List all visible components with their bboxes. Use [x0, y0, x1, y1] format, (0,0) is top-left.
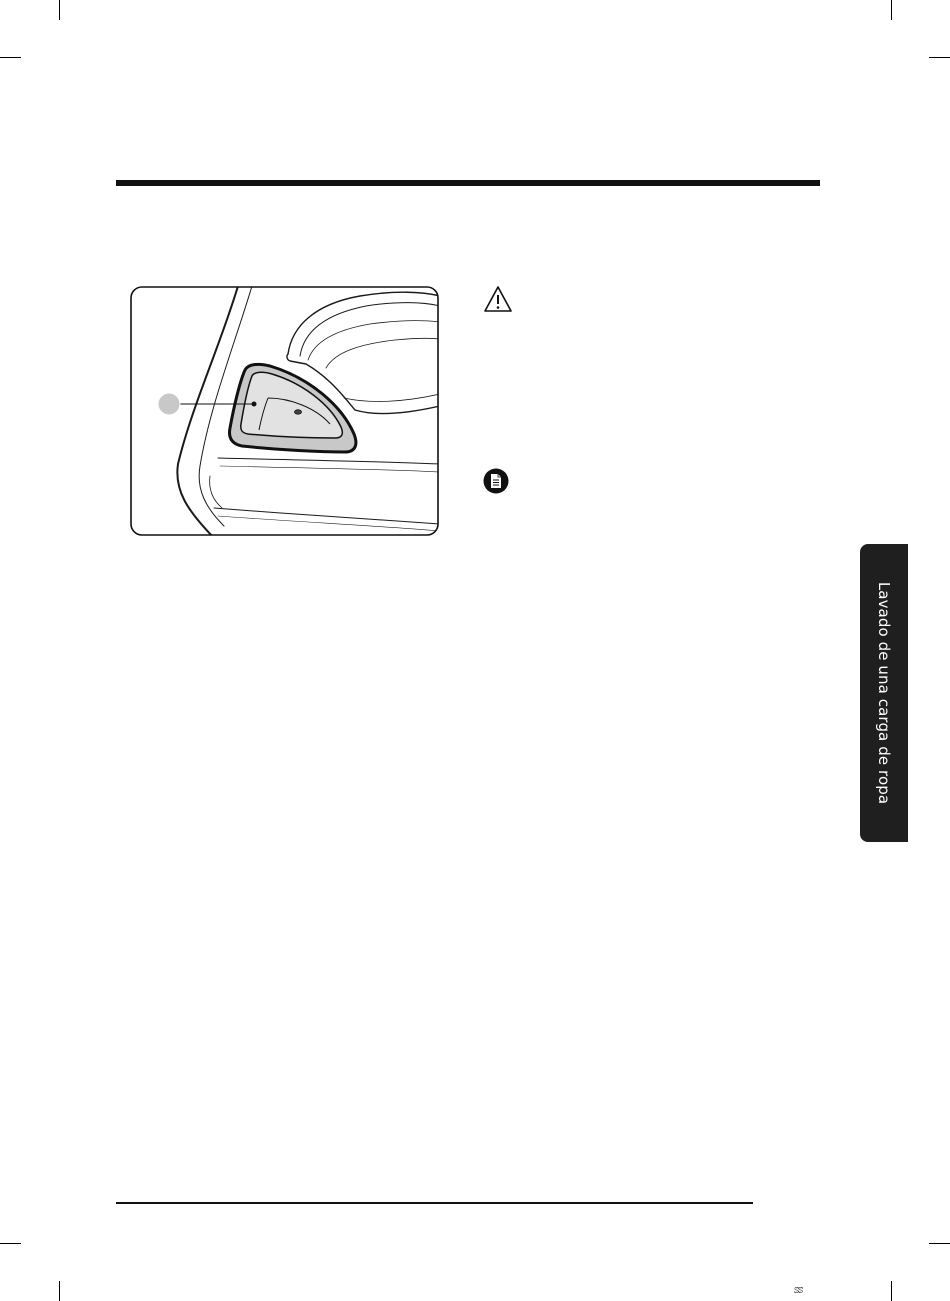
dispenser-illustration: [130, 286, 440, 537]
note-document-icon: [483, 468, 509, 494]
crop-mark-top-right-vertical: [891, 0, 892, 20]
crop-mark-bottom-right-vertical: [891, 1281, 892, 1301]
callout-marker-dot: [252, 402, 257, 407]
panel-line-lower: [214, 508, 440, 524]
warning-triangle-icon: [483, 285, 513, 313]
language-mark: ꕷꕷ: [794, 1286, 803, 1295]
dispenser-hole: [295, 410, 302, 414]
crop-mark-top-right-horizontal: [929, 57, 950, 58]
tub-opening-rim: [288, 292, 440, 354]
crop-mark-bottom-left-horizontal: [0, 1243, 21, 1244]
crop-mark-top-left-horizontal: [0, 57, 21, 58]
callout-marker: [158, 393, 180, 415]
dispenser-illustration-svg: [130, 286, 440, 537]
crop-mark-bottom-left-vertical: [59, 1281, 60, 1301]
footer-rule: [116, 1202, 753, 1204]
header-rule: [116, 180, 820, 186]
panel-line-upper: [218, 458, 440, 464]
crop-mark-bottom-right-horizontal: [929, 1243, 950, 1244]
chapter-side-tab: [860, 544, 908, 842]
chapter-side-tab-label: Lavado de una carga de ropa: [875, 581, 893, 805]
cabinet-outer-edge: [177, 286, 238, 537]
crop-mark-top-left-vertical: [59, 0, 60, 20]
